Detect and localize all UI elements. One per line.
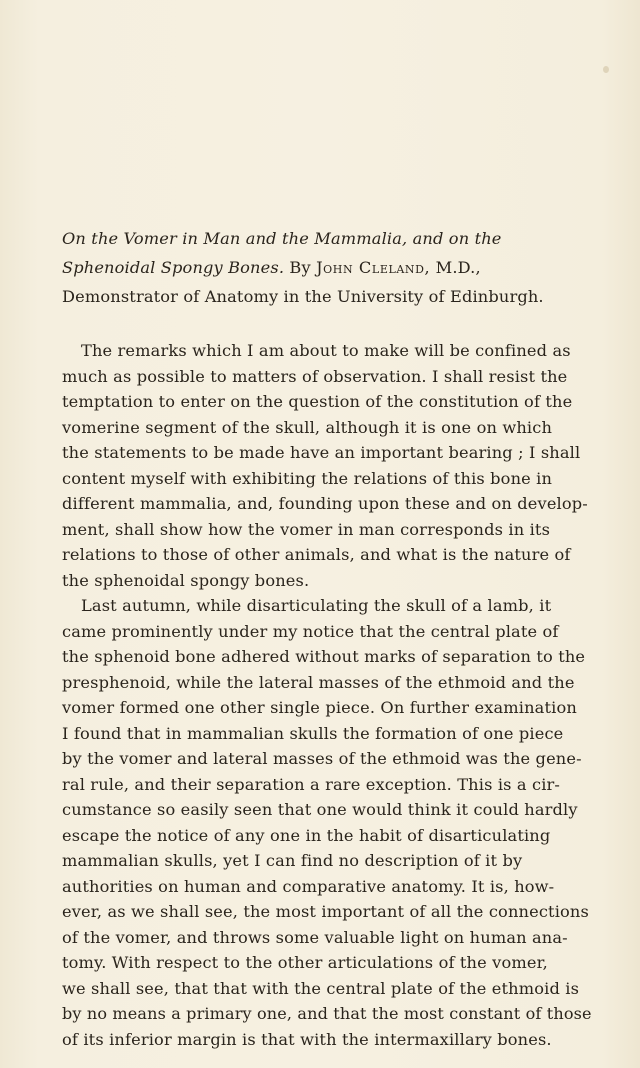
body-line: of the vomer, and throws some valuable light on human ana- — [62, 928, 568, 947]
body-line: temptation to enter on the question of the constitution of the — [62, 392, 573, 411]
body-line: Last autumn, while disarticulating the skull of a lamb, it — [81, 596, 552, 615]
title-by: By — [284, 258, 317, 277]
body-line: much as possible to matters of observation. I shall resist the — [62, 367, 568, 386]
article-title-line-1 — [62, 229, 502, 249]
body-line: the sphenoidal spongy bones. — [62, 571, 310, 590]
body-line: tomy. With respect to the other articulations of the vomer, — [62, 953, 548, 972]
title-line-2-italic: Sphenoidal Spongy Bones. — [62, 258, 285, 277]
body-line: content myself with exhibiting the relations of this bone in — [62, 469, 553, 488]
body-line: vomerine segment of the skull, although it is one on which — [62, 418, 553, 437]
article-title-line-2 — [62, 258, 481, 278]
body-line: we shall see, that that with the central plate of the ethmoid is — [62, 979, 580, 998]
body-line: the statements to be made have an important bearing ; I shall — [62, 443, 581, 462]
body-line: by no means a primary one, and that the most constant of those — [62, 1004, 592, 1023]
body-line: the sphenoid bone adhered without marks of separation to the — [62, 647, 586, 666]
body-line: relations to those of other animals, and what is the nature of — [62, 545, 571, 564]
body-line: ral rule, and their separation a rare exception. This is a cir- — [62, 775, 561, 794]
body-line: mammalian skulls, yet I can find no description of it by — [62, 851, 523, 870]
body-line: different mammalia, and, founding upon these and on develop- — [62, 494, 588, 513]
title-line-1-text: On the Vomer in Man and the Mammalia, and on the — [62, 229, 502, 248]
body-line: of its inferior margin is that with the intermaxillary bones. — [62, 1030, 552, 1049]
body-line: vomer formed one other single piece. On further examination — [62, 698, 577, 717]
body-line: presphenoid, while the lateral masses of the ethmoid and the — [62, 673, 575, 692]
body-line: came prominently under my notice that the central plate of — [62, 622, 559, 641]
body-line: The remarks which I am about to make will be confined as — [81, 341, 571, 360]
author-name: John Cleland, — [316, 258, 431, 277]
article-title-line-3 — [62, 287, 544, 307]
body-line: ment, shall show how the vomer in man corresponds in its — [62, 520, 551, 539]
body-line: escape the notice of any one in the habit of disarticulating — [62, 826, 551, 845]
author-affiliation: Demonstrator of Anatomy in the University of Edinburgh. — [62, 287, 544, 306]
body-line: by the vomer and lateral masses of the ethmoid was the gene- — [62, 749, 582, 768]
body-line: cumstance so easily seen that one would think it could hardly — [62, 800, 578, 819]
body-line: authorities on human and comparative anatomy. It is, how- — [62, 877, 555, 896]
paper-spot — [603, 66, 609, 73]
body-line: ever, as we shall see, the most important of all the connections — [62, 902, 589, 921]
author-degree: M.D., — [430, 258, 481, 277]
body-line: I found that in mammalian skulls the formation of one piece — [62, 724, 564, 743]
